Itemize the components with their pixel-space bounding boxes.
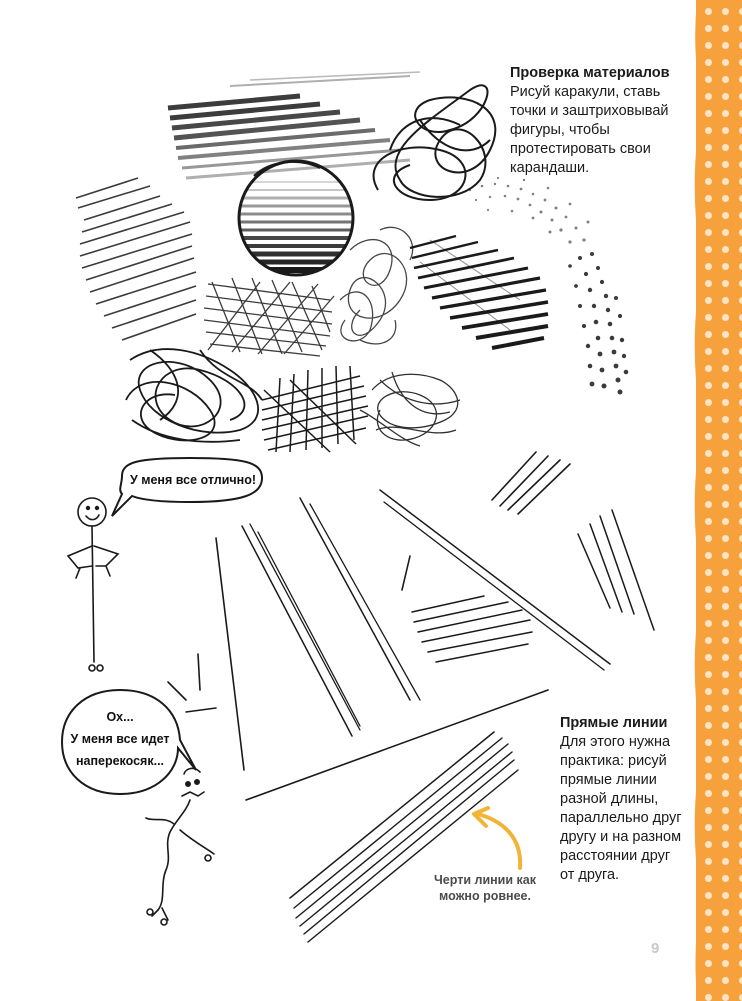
dark-diagonal-hatch <box>410 236 548 348</box>
stick-figure-happy <box>68 498 118 671</box>
straight-lines-line: от друга. <box>560 867 620 883</box>
stick-figure-worried <box>146 768 214 925</box>
materials-line: карандаши. <box>510 160 590 176</box>
page-number: 9 <box>651 940 660 957</box>
diagonal-hatch-left <box>76 178 196 340</box>
straight-lines-line: Для этого нужна <box>560 734 671 750</box>
bubble-worried-line: Ох... <box>106 710 134 724</box>
materials-title: Проверка материалов <box>510 65 670 81</box>
scribble-cloud <box>340 227 413 344</box>
hint-caption <box>425 872 545 904</box>
materials-line: Рисуй каракули, ставь <box>510 84 661 100</box>
materials-line: протестировать свои <box>510 141 651 157</box>
hint-arrow <box>474 808 520 868</box>
straight-lines-line: прямые линии <box>560 772 657 788</box>
bubble-worried-text <box>58 706 182 772</box>
hint-line: можно ровнее. <box>439 889 531 903</box>
bubble-happy-text <box>128 469 258 491</box>
hint-line: Черти линии как <box>434 873 536 887</box>
shaded-sphere <box>230 161 360 275</box>
bubble-worried-line: У меня все идет <box>70 732 170 746</box>
section-materials <box>510 64 685 178</box>
straight-lines-line: практика: рисуй <box>560 753 667 769</box>
tangled-scribble <box>126 349 262 442</box>
straight-lines-title: Прямые линии <box>560 715 668 731</box>
dense-scribble <box>360 372 460 446</box>
materials-line: фигуры, чтобы <box>510 122 610 138</box>
bubble-happy-line: У меня все отлично! <box>129 473 257 487</box>
crosshatch-texture-middle <box>204 278 334 356</box>
straight-lines-line: разной длины, <box>560 791 659 807</box>
straight-lines-line: параллельно друг <box>560 810 682 826</box>
straight-lines-line: расстоянии друг <box>560 848 671 864</box>
section-straight-lines <box>560 714 684 885</box>
grid-crosshatch <box>262 366 368 452</box>
straight-lines-line: другу и на разном <box>560 829 682 845</box>
scribble-loops-top <box>374 85 496 200</box>
bubble-worried-line: наперекосяк... <box>75 754 165 768</box>
materials-line: точки и заштриховывай <box>510 103 669 119</box>
